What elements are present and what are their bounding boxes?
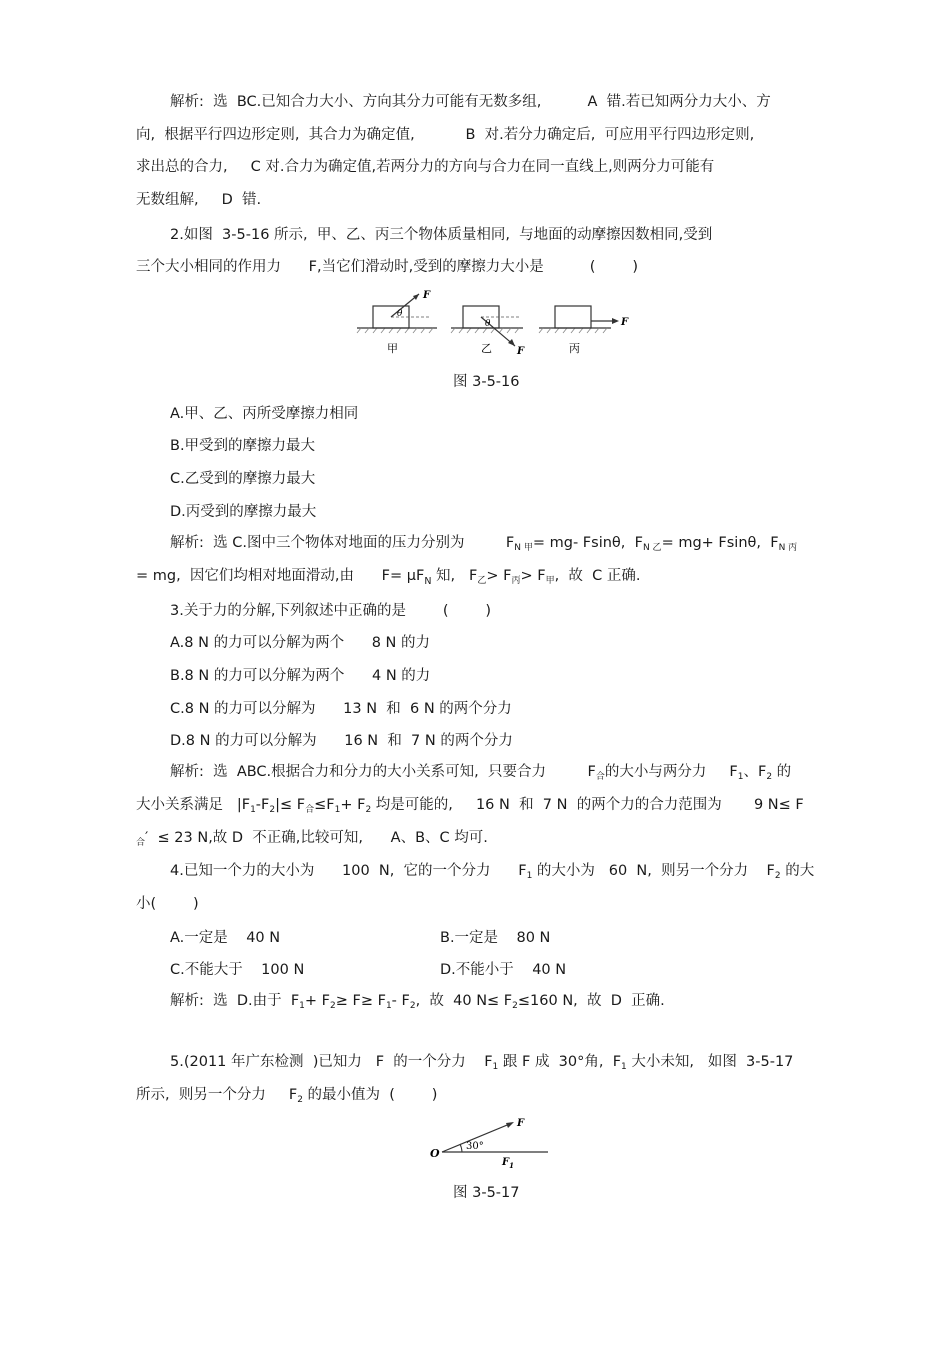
figure1-force-label-yi: F [517,346,525,357]
analysis-4: 解析: 选 D.由于 $F_1+ F_2\ge F\ge F_1-$ $F_2$, 故 40 $N\le F_2\le 160$ N, 故 D 正确. [170,993,665,1011]
question-3: 3.关于力的分解,下列叙述中正确的是 ( ) [170,603,492,619]
option-2b: B.甲受到的摩擦力最大 [170,438,316,454]
analysis-2-line-2: = mg, 因它们均相对地面滑动,由 $F= \mu F_N$ 知, $F_乙> F_丙> F_甲$, 故 C 正确. [136,568,641,587]
analysis-3-line-1: 解析: 选 ABC.根据合力和分力的大小关系可知, 只要合力 $F_合$的大小与两分力 $F_1$、$F_2$ 的 [170,764,792,782]
figure-3-5-17-caption: 图 3-5-17 [453,1185,520,1201]
analysis-1-line-2: 向, 根据平行四边形定则, 其合力为确定值, B 对.若分力确定后, 可应用平行四边形定则, [136,127,755,143]
figure1-label-bing: 丙 [569,342,580,355]
figure2-angle-label: 30° [466,1141,484,1152]
question-4-line-1: 4.已知一个力的大小为 100 N, 它的一个分力 $F_1$ 的大小为 60 N, 则另一个分力 $F_2$ 的大 [170,863,815,881]
figure1-theta-label-yi: θ [485,319,491,329]
option-3d: D.8 N 的力可以分解为 16 N 和 7 N 的两个分力 [170,733,513,749]
option-3a: A.8 N 的力可以分解为两个 8 N 的力 [170,635,431,651]
question-5-line-1: 5.(2011 年广东检测 )已知力 F 的一个分力 $F_1$ 跟 F 成 30°角, $F_1$ 大小未知, 如图 3-5-17 [170,1054,794,1072]
analysis-3-line-3: $_合$′ ≤ 23 N,故 D 不正确,比较可知, A、B、C 均可. [136,830,488,848]
analysis-1-line-3: 求出总的合力, C 对.合力为确定值,若两分力的方向与合力在同一直线上,则两分力可能有 [136,159,715,175]
figure-3-5-16 [355,286,635,358]
question-2-line-1: 2.如图 3-5-16 所示, 甲、乙、丙三个物体质量相同, 与地面的动摩擦因数相同,受到 [170,227,713,243]
analysis-1-line-1: 解析: 选 BC.已知合力大小、方向其分力可能有无数多组, A 错.若已知两分力大小、方 [170,94,771,110]
option-4c: C.不能大于 100 N [170,962,305,978]
figure1-force-label-bing: F [621,317,629,328]
figure-3-5-16-caption: 图 3-5-16 [453,374,520,390]
analysis-2-line-1: 解析: 选 C.图中三个物体对地面的压力分别为 $F_{N 甲}= mg-$ Fsinθ, $F_{N 乙}= mg+ Fsin\theta$, $F_{N 丙}$ [170,535,798,553]
option-2c: C.乙受到的摩擦力最大 [170,471,316,487]
option-2d: D.丙受到的摩擦力最大 [170,504,317,520]
figure1-label-yi: 乙 [481,342,492,355]
option-4d: D.不能小于 40 N [440,962,567,978]
option-4a: A.一定是 40 N [170,930,281,946]
question-2-line-2: 三个大小相同的作用力 F,当它们滑动时,受到的摩擦力大小是 ( ) [136,259,638,275]
analysis-1-line-4: 无数组解, D 错. [136,192,262,208]
figure-3-5-17 [428,1114,552,1170]
question-4-line-2: 小( ) [136,896,199,912]
figure1-force-label-jia: F [423,290,431,301]
option-3b: B.8 N 的力可以分解为两个 4 N 的力 [170,668,431,684]
option-4b: B.一定是 80 N [440,930,551,946]
analysis-3-line-2: 大小关系满足 $|F_1-F_2|\le F_合\le F_1+ F_2$ 均是可能的, 16 N 和 7 N 的两个力的合力范围为 9 N≤ F [136,797,804,815]
option-3c: C.8 N 的力可以分解为 13 N 和 6 N 的两个分力 [170,701,512,717]
question-5-line-2: 所示, 则另一个分力 $F_2$ 的最小值为 ( ) [136,1087,438,1105]
figure1-label-jia: 甲 [387,342,398,355]
figure1-theta-label-jia: θ [397,309,403,319]
figure2-component-label: $F_1$ [502,1157,514,1170]
figure2-origin-label: O [430,1147,440,1160]
option-2a: A.甲、乙、丙所受摩擦力相同 [170,406,359,422]
figure2-force-label: F [517,1118,525,1129]
